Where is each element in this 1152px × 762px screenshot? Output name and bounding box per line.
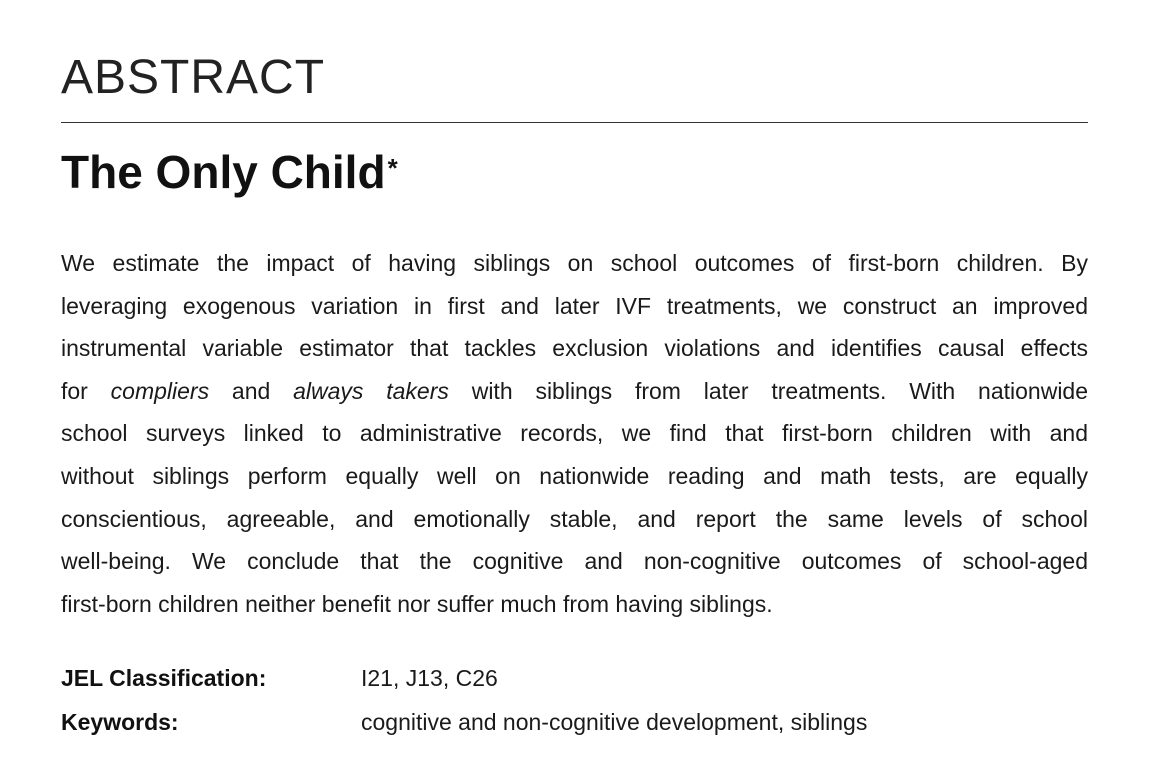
abstract-text: instrumental variable estimator that tackles exclusion violations and identifies causal effects <box>61 335 1088 362</box>
keywords-value: cognitive and non-cognitive development, siblings <box>361 709 868 735</box>
abstract-body <box>61 242 1088 625</box>
abstract-page <box>61 0 1088 762</box>
abstract-text: conscientious, agreeable, and emotionally stable, and report the same levels of school <box>61 505 1088 532</box>
jel-label: JEL Classification: <box>61 665 267 691</box>
abstract-text: first-born children neither benefit nor suffer much from having siblings. <box>61 590 773 617</box>
abstract-line <box>61 540 1088 583</box>
abstract-text: for <box>61 377 111 404</box>
abstract-line <box>61 327 1088 370</box>
abstract-text: with siblings from later treatments. With nationwide <box>448 377 1088 404</box>
abstract-text: well-being. We conclude that the cognitive and non-cognitive outcomes of school-aged <box>61 548 1088 575</box>
abstract-line <box>61 583 1088 626</box>
abstract-line <box>61 498 1088 541</box>
abstract-text: leveraging exogenous variation in first and later IVF treatments, we construct an improved <box>61 292 1088 319</box>
abstract-line <box>61 242 1088 285</box>
paper-title-text: The Only Child <box>61 146 386 198</box>
abstract-text: without siblings perform equally well on nationwide reading and math tests, are equally <box>61 462 1088 489</box>
abstract-line <box>61 370 1088 413</box>
paper-title <box>61 142 398 202</box>
abstract-text: and <box>209 377 294 404</box>
title-footnote-marker: * <box>387 153 398 183</box>
keywords-label: Keywords: <box>61 709 179 735</box>
section-heading: ABSTRACT <box>61 51 326 104</box>
abstract-text: school surveys linked to administrative records, we find that first-born children with and <box>61 420 1088 447</box>
abstract-emphasis: always takers <box>293 377 449 404</box>
abstract-line <box>61 412 1088 455</box>
abstract-text: We estimate the impact of having siblings on school outcomes of first-born children. By <box>61 250 1088 276</box>
abstract-emphasis: compliers <box>110 377 210 404</box>
jel-codes: I21, J13, C26 <box>361 665 498 691</box>
abstract-line <box>61 285 1088 328</box>
abstract-line <box>61 455 1088 498</box>
heading-divider <box>61 122 1088 123</box>
